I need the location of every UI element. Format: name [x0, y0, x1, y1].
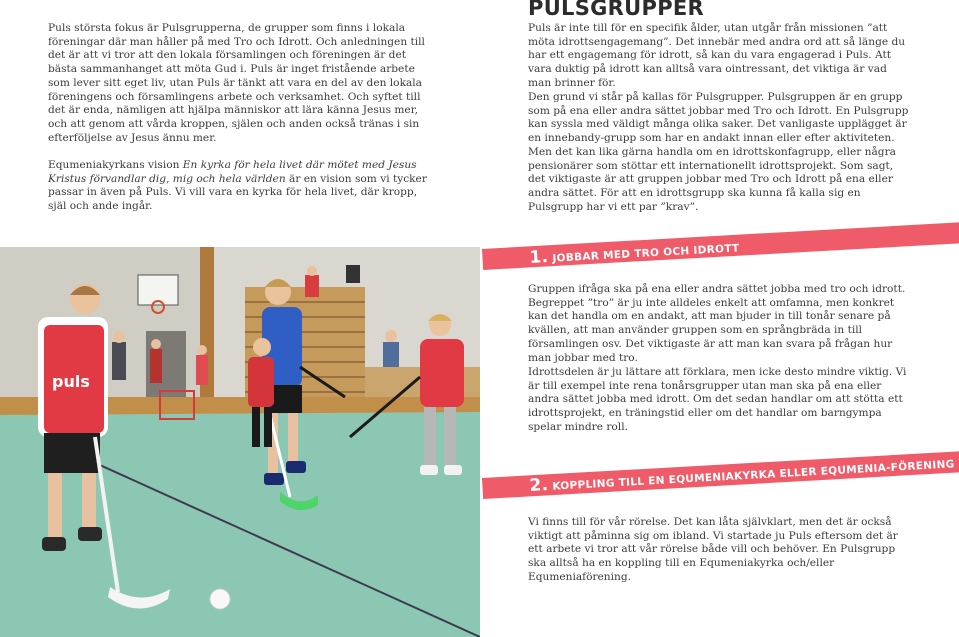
section2-paragraph: Vi finns till för vår rörelse. Det kan låta självklart, men det är också viktigt att påminna sig om ibland. Vi startade ju Puls eftersom det är ett arbete vi tror att vår rörelse både vill och behöver. En Pulsgrupp ska alltså ha en koppling till en Equmeniakyrka och/eller Equmeniaförening.: [528, 516, 898, 583]
speaker: [346, 265, 360, 283]
section1-paragraph-2: Idrottsdelen är ju lättare att förklara, men icke desto mindre viktig. Vi är till exempel inte rena tonårsgrupper utan man ska på ena eller andra sättet jobba med idrott. Om det sedan handlar om att stötta ett idrottsprojekt, en träningstid eller om det handlar om barngympa spelar mindre roll.: [528, 366, 907, 433]
page-title: PULSGRUPPER: [528, 0, 705, 20]
section1-title: JOBBAR MED TRO OCH IDROTT: [552, 242, 740, 265]
pulsgrupper-paragraph-1: Puls är inte till för en specifik ålder, utan utgår från missionen ”att möta idrottsengagemang”. Det innebär med andra ord att så länge du har ett engagemang för idrott, så kan du vara engagerad i Puls. Att vara duktig på idrott kan alltså vara ointressant, det viktiga är vad man brinner för.: [528, 22, 906, 89]
section1-number: 1.: [528, 246, 549, 268]
floorball-illustration: [0, 247, 480, 637]
vision-rest: är en vision som vi tycker passar in även på Puls. Vi vill vara en kyrka för hela livet, där kropp, själ och ande ingår.: [48, 172, 427, 213]
section2-title: KOPPLING TILL EN EQUMENIAKYRKA ELLER EQUMENIA-FÖRENING: [552, 458, 955, 493]
vest-logo: puls: [52, 372, 90, 391]
vision-quote: En kyrka för hela livet där mötet med Jesus Kristus förvandlar dig, mig och hela världen: [48, 159, 417, 185]
pulsgrupper-paragraph-2: Den grund vi står på kallas för Pulsgrupper. Pulsgruppen är en grupp som på ena eller andra sättet jobbar med Tro och Idrott. En Pulsgrupp kan syssla med väldigt många olika saker. Det vanligaste upplägget är en innebandy-grupp som har en andakt innan eller efter aktiviteten. Men det kan lika gärna handla om en idrottskonfagrupp, eller några pensionärer som stöttar ett internationellt idrottsprojekt. Som sagt, det viktigaste är att gruppen jobbar med Tro och Idrott på ena eller andra sättet. För att en idrottsgrupp ska kunna få kalla sig en Pulsgrupp har vi ett par ”krav”.: [528, 91, 909, 213]
floorball-ball: [210, 589, 230, 609]
intro-paragraph: Puls största fokus är Pulsgrupperna, de grupper som finns i lokala föreningar där man håller på med Tro och Idrott. Och anledningen till det är att vi tror att den lokala församlingen och föreningen är det bästa sammanhanget att möta Gud i. Puls är inget fristående arbete som lever sitt eget liv, utan Puls är tänkt att vara en del av den lokala föreningens och församlingens arbete och verksamhet. Och syftet till det är enda, nämligen att hjälpa människor att lära känna Jesus mer, och att genom att vårda kroppen, själen och anden också tränas i sin efterföljelse av Jesus ännu mer.: [48, 22, 425, 144]
vision-intro: Equmeniakyrkans vision: [48, 159, 183, 171]
floorball-photo: [0, 247, 480, 637]
section2-heading: [529, 452, 955, 496]
wooden-beam: [200, 247, 214, 417]
section2-number: 2.: [528, 474, 549, 496]
vision-paragraph: [48, 159, 432, 214]
section1-paragraph-1: Gruppen ifråga ska på ena eller andra sättet jobba med tro och idrott. Begreppet ”tro” är ju inte alldeles enkelt att omfamna, men konkret kan det handla om en andakt, att man bjuder in till tonår senare på kvällen, att man använder gruppen som en språngbräda in till församlingen osv. Det viktigaste är att man kan svara på frågan hur man jobbar med tro.: [528, 283, 906, 364]
